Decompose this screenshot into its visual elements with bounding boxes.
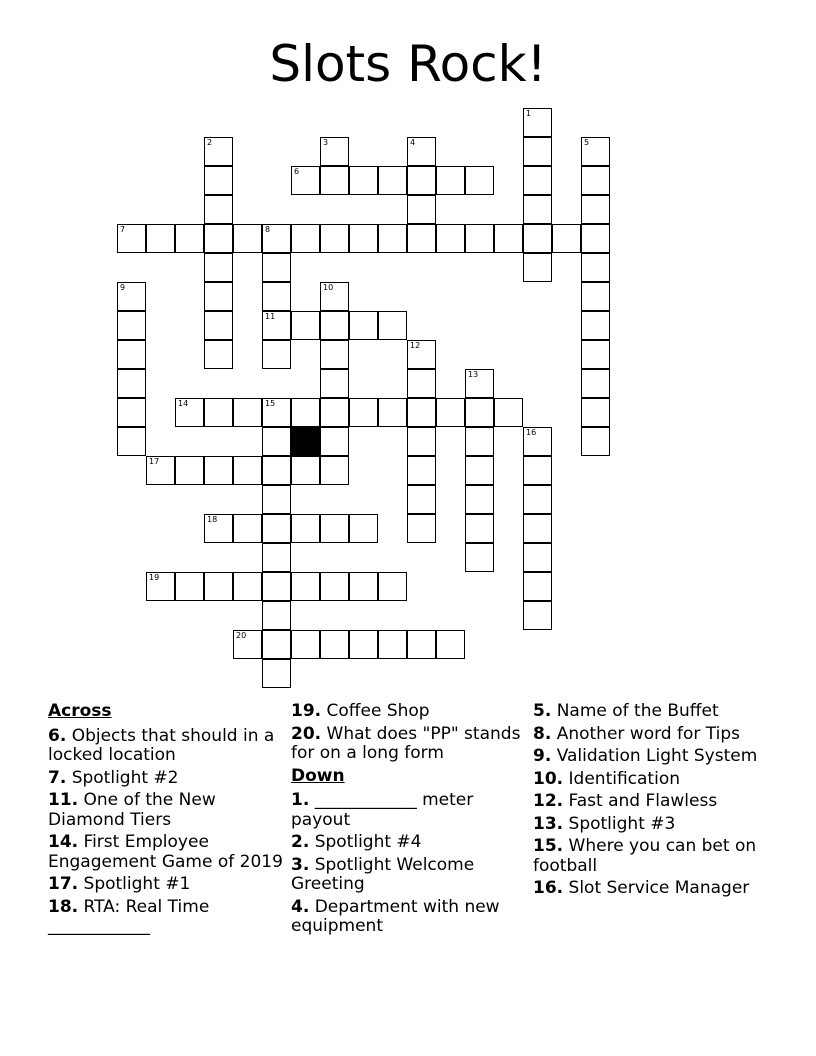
clue-number: 9. (533, 746, 552, 766)
grid-cell[interactable] (320, 427, 349, 456)
grid-cell[interactable] (407, 456, 436, 485)
clue-column-2 (291, 702, 527, 940)
grid-cell[interactable] (581, 137, 610, 166)
grid-cell[interactable] (262, 572, 291, 601)
clue-column-3 (533, 702, 769, 902)
clue-text: One of the New Diamond Tiers (48, 790, 216, 830)
clue-number: 6. (48, 725, 67, 746)
grid-cell[interactable] (436, 630, 465, 659)
grid-cell[interactable] (494, 224, 523, 253)
grid-cell[interactable] (349, 514, 378, 543)
grid-cell[interactable] (262, 282, 291, 311)
grid-cell[interactable] (262, 311, 291, 340)
grid-cell[interactable] (407, 340, 436, 369)
grid-cell[interactable] (581, 253, 610, 282)
grid-cell[interactable] (465, 398, 494, 427)
grid-cell[interactable] (523, 137, 552, 166)
clue-number: 2. (291, 832, 310, 852)
grid-cell[interactable] (320, 369, 349, 398)
black-square (291, 427, 320, 456)
clue-text: Spotlight #4 (314, 832, 422, 852)
cell-number: 12 (410, 341, 421, 350)
grid-cell[interactable] (291, 456, 320, 485)
grid-cell[interactable] (204, 282, 233, 311)
clue-number: 4. (291, 896, 310, 917)
grid-cell[interactable] (291, 166, 320, 195)
grid-cell[interactable] (349, 224, 378, 253)
grid-cell[interactable] (146, 224, 175, 253)
cell-number: 16 (526, 428, 537, 437)
cell-number: 8 (265, 225, 271, 234)
clue-number: 7. (48, 767, 67, 788)
grid-cell[interactable] (204, 311, 233, 340)
cell-number: 4 (410, 138, 416, 147)
clue-text: Spotlight #3 (568, 813, 676, 834)
clue-item (291, 791, 527, 830)
grid-cell[interactable] (204, 166, 233, 195)
clue-item (291, 898, 527, 937)
grid-cell[interactable] (233, 630, 262, 659)
grid-cell[interactable] (581, 311, 610, 340)
clue-number: 11. (48, 790, 79, 810)
grid-cell[interactable] (291, 514, 320, 543)
clue-number: 16. (533, 878, 564, 898)
clue-text: RTA: Real Time ____________ (48, 896, 210, 936)
grid-cell[interactable] (291, 572, 320, 601)
grid-cell[interactable] (204, 253, 233, 282)
grid-cell[interactable] (233, 572, 262, 601)
clue-column-1 (48, 702, 284, 940)
cell-number: 6 (294, 167, 300, 176)
grid-cell[interactable] (233, 456, 262, 485)
grid-cell[interactable] (175, 398, 204, 427)
cell-number: 2 (207, 138, 213, 147)
clue-number: 19. (291, 701, 322, 721)
grid-cell[interactable] (378, 166, 407, 195)
grid-cell[interactable] (262, 427, 291, 456)
grid-cell[interactable] (349, 166, 378, 195)
grid-cell[interactable] (291, 630, 320, 659)
cell-number: 10 (323, 283, 334, 292)
cell-number: 18 (207, 515, 218, 524)
grid-cell[interactable] (233, 224, 262, 253)
grid-cell[interactable] (407, 398, 436, 427)
grid-cell[interactable] (523, 108, 552, 137)
grid-cell[interactable] (465, 543, 494, 572)
cell-number: 19 (149, 573, 160, 582)
grid-cell[interactable] (204, 514, 233, 543)
clue-number: 1. (291, 790, 310, 810)
grid-cell[interactable] (407, 224, 436, 253)
grid-cell[interactable] (378, 311, 407, 340)
grid-cell[interactable] (320, 282, 349, 311)
clue-number: 8. (533, 723, 552, 744)
grid-cell[interactable] (262, 514, 291, 543)
grid-cell[interactable] (349, 630, 378, 659)
grid-cell[interactable] (523, 166, 552, 195)
grid-cell[interactable] (204, 137, 233, 166)
clue-item (533, 792, 769, 812)
clue-text: Where you can bet on football (533, 836, 757, 876)
clue-item (48, 791, 284, 830)
grid-cell[interactable] (523, 224, 552, 253)
grid-cell[interactable] (581, 427, 610, 456)
grid-cell[interactable] (407, 630, 436, 659)
clue-text: First Employee Engagement Game of 2019 (48, 832, 283, 872)
grid-cell[interactable] (117, 224, 146, 253)
clue-number: 14. (48, 832, 79, 852)
clue-text: Spotlight #1 (83, 874, 191, 894)
grid-cell[interactable] (581, 340, 610, 369)
clue-text: Spotlight #2 (71, 767, 179, 788)
grid-cell[interactable] (581, 195, 610, 224)
grid-cell[interactable] (349, 398, 378, 427)
puzzle-title: Slots Rock! (269, 35, 547, 93)
clue-text: Fast and Flawless (568, 791, 718, 811)
grid-cell[interactable] (378, 572, 407, 601)
grid-cell[interactable] (204, 572, 233, 601)
clue-text: Slot Service Manager (568, 878, 750, 898)
clue-text: Coffee Shop (326, 701, 430, 721)
cell-number: 5 (584, 138, 590, 147)
cell-number: 7 (120, 225, 126, 234)
clue-item (291, 856, 527, 895)
grid-cell[interactable] (117, 427, 146, 456)
grid-cell[interactable] (233, 514, 262, 543)
grid-cell[interactable] (320, 514, 349, 543)
clue-text: Spotlight Welcome Greeting (291, 854, 475, 894)
grid-cell[interactable] (407, 137, 436, 166)
clue-item (533, 837, 769, 876)
grid-cell[interactable] (146, 456, 175, 485)
clue-number: 15. (533, 836, 564, 856)
grid-cell[interactable] (581, 369, 610, 398)
grid-cell[interactable] (204, 398, 233, 427)
grid-cell[interactable] (320, 630, 349, 659)
grid-cell[interactable] (262, 630, 291, 659)
grid-cell[interactable] (581, 398, 610, 427)
cell-number: 1 (526, 109, 532, 118)
grid-cell[interactable] (407, 427, 436, 456)
grid-cell[interactable] (320, 137, 349, 166)
grid-cell[interactable] (465, 456, 494, 485)
grid-cell[interactable] (320, 340, 349, 369)
clue-number: 5. (533, 701, 552, 721)
clue-item (533, 702, 769, 722)
clue-text: Department with new equipment (291, 896, 500, 936)
cell-number: 15 (265, 399, 276, 408)
grid-cell[interactable] (262, 485, 291, 514)
grid-cell[interactable] (407, 166, 436, 195)
grid-cell[interactable] (117, 311, 146, 340)
grid-cell[interactable] (204, 456, 233, 485)
grid-cell[interactable] (320, 311, 349, 340)
grid-cell[interactable] (262, 659, 291, 688)
cell-number: 13 (468, 370, 479, 379)
grid-cell[interactable] (117, 398, 146, 427)
grid-cell[interactable] (436, 398, 465, 427)
grid-cell[interactable] (465, 369, 494, 398)
grid-cell[interactable] (552, 224, 581, 253)
clue-number: 13. (533, 813, 564, 834)
cell-number: 14 (178, 399, 189, 408)
grid-cell[interactable] (523, 427, 552, 456)
grid-cell[interactable] (407, 485, 436, 514)
grid-cell[interactable] (436, 224, 465, 253)
grid-cell[interactable] (320, 224, 349, 253)
grid-cell[interactable] (233, 398, 262, 427)
grid-cell[interactable] (262, 224, 291, 253)
grid-cell[interactable] (378, 224, 407, 253)
grid-cell[interactable] (204, 195, 233, 224)
clue-text: Validation Light System (556, 746, 758, 766)
grid-cell[interactable] (320, 456, 349, 485)
grid-cell[interactable] (378, 630, 407, 659)
grid-cell[interactable] (320, 572, 349, 601)
grid-cell[interactable] (523, 572, 552, 601)
grid-cell[interactable] (175, 572, 204, 601)
clue-item (291, 702, 527, 722)
cell-number: 3 (323, 138, 329, 147)
grid-cell[interactable] (262, 340, 291, 369)
grid-cell[interactable] (523, 514, 552, 543)
grid-cell[interactable] (146, 572, 175, 601)
grid-cell[interactable] (494, 398, 523, 427)
cell-number: 20 (236, 631, 247, 640)
across-heading: Across (48, 701, 112, 721)
grid-cell[interactable] (523, 601, 552, 630)
grid-cell[interactable] (291, 311, 320, 340)
clue-item (48, 769, 284, 789)
clue-item (533, 770, 769, 790)
grid-cell[interactable] (523, 543, 552, 572)
grid-cell[interactable] (465, 166, 494, 195)
clue-item (48, 898, 284, 937)
clue-number: 18. (48, 896, 79, 917)
down-heading: Down (291, 765, 345, 786)
grid-cell[interactable] (581, 224, 610, 253)
grid-cell[interactable] (523, 195, 552, 224)
clue-item (533, 815, 769, 835)
grid-cell[interactable] (262, 398, 291, 427)
clue-number: 12. (533, 791, 564, 811)
grid-cell[interactable] (320, 398, 349, 427)
grid-cell[interactable] (407, 195, 436, 224)
clue-text: ____________ meter payout (291, 790, 474, 830)
grid-cell[interactable] (523, 253, 552, 282)
cell-number: 17 (149, 457, 160, 466)
clue-number: 10. (533, 768, 564, 789)
grid-cell[interactable] (523, 485, 552, 514)
grid-cell[interactable] (262, 543, 291, 572)
clue-item (533, 747, 769, 767)
clue-text: Objects that should in a locked location (48, 725, 275, 765)
grid-cell[interactable] (291, 224, 320, 253)
cell-number: 9 (120, 283, 126, 292)
grid-cell[interactable] (581, 282, 610, 311)
cell-number: 11 (265, 312, 276, 321)
grid-cell[interactable] (262, 601, 291, 630)
grid-cell[interactable] (407, 369, 436, 398)
clue-item (533, 879, 769, 899)
grid-cell[interactable] (117, 340, 146, 369)
grid-cell[interactable] (349, 311, 378, 340)
clue-item (48, 727, 284, 766)
grid-cell[interactable] (378, 398, 407, 427)
grid-cell[interactable] (465, 224, 494, 253)
grid-cell[interactable] (175, 456, 204, 485)
clue-number: 20. (291, 723, 322, 744)
grid-cell[interactable] (291, 398, 320, 427)
clue-item (48, 833, 284, 872)
grid-cell[interactable] (175, 224, 204, 253)
grid-cell[interactable] (262, 456, 291, 485)
clue-number: 3. (291, 854, 310, 875)
clue-item (48, 875, 284, 895)
grid-cell[interactable] (436, 166, 465, 195)
grid-cell[interactable] (407, 514, 436, 543)
clue-item (291, 833, 527, 853)
grid-cell[interactable] (117, 282, 146, 311)
grid-cell[interactable] (349, 572, 378, 601)
grid-cell[interactable] (320, 166, 349, 195)
grid-cell[interactable] (465, 514, 494, 543)
grid-cell[interactable] (523, 456, 552, 485)
clue-number: 17. (48, 874, 79, 894)
clue-text: What does "PP" stands for on a long form (291, 723, 521, 763)
grid-cell[interactable] (204, 340, 233, 369)
grid-cell[interactable] (117, 369, 146, 398)
clue-text: Name of the Buffet (556, 701, 719, 721)
grid-cell[interactable] (581, 166, 610, 195)
clue-item (533, 725, 769, 745)
clue-item (291, 725, 527, 764)
clue-text: Another word for Tips (556, 723, 741, 744)
grid-cell[interactable] (262, 253, 291, 282)
grid-cell[interactable] (204, 224, 233, 253)
clue-text: Identification (568, 768, 680, 789)
grid-cell[interactable] (465, 485, 494, 514)
grid-cell[interactable] (465, 427, 494, 456)
